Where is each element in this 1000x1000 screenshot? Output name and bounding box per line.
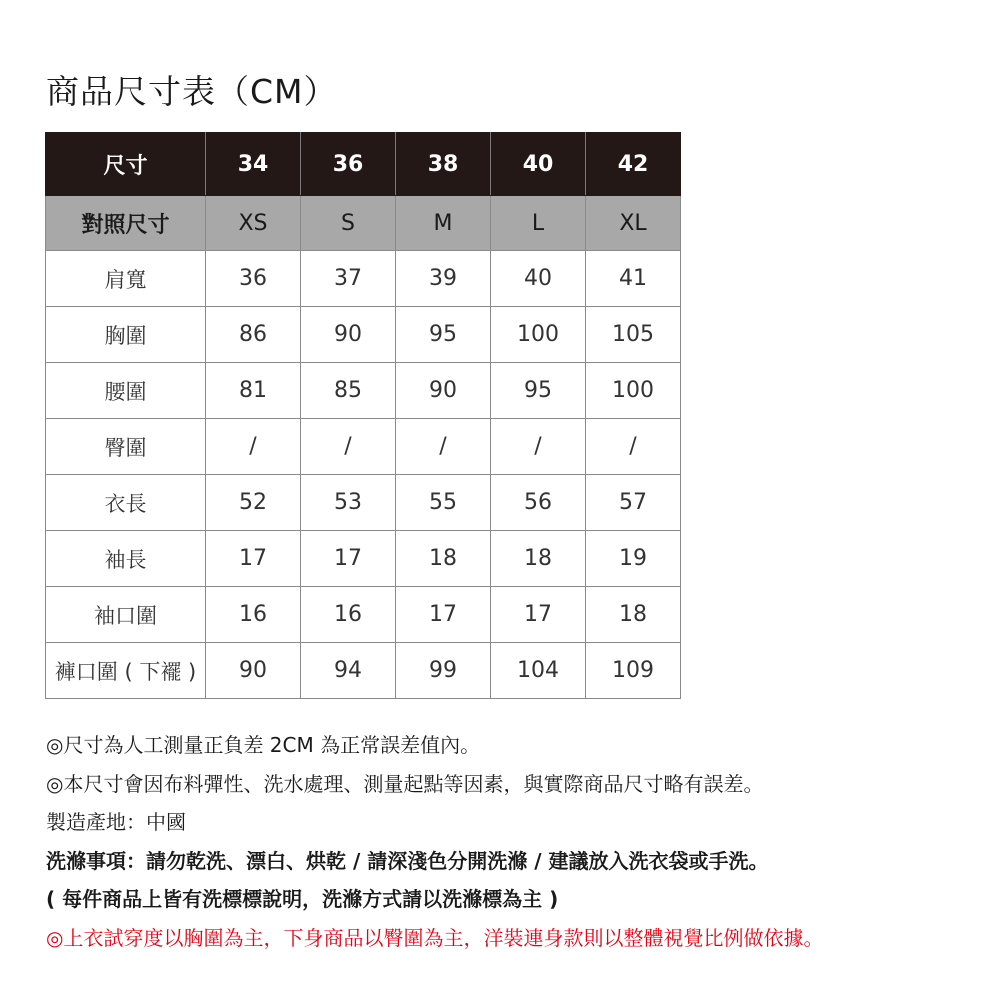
table-cell: 19 [586, 531, 681, 587]
subheader-size: XS [206, 196, 301, 251]
subheader-label: 對照尺寸 [46, 196, 206, 251]
table-cell: 17 [491, 587, 586, 643]
table-cell: / [586, 419, 681, 475]
note-care-instructions: 洗滌事項：請勿乾洗、漂白、烘乾 / 請深淺色分開洗滌 / 建議放入洗衣袋或手洗。 [46, 848, 769, 873]
row-label: 袖長 [46, 531, 206, 587]
table-cell: 18 [491, 531, 586, 587]
table-cell: / [206, 419, 301, 475]
table-row [46, 419, 681, 475]
subheader-size: L [491, 196, 586, 251]
table-cell: 56 [491, 475, 586, 531]
subheader-size: XL [586, 196, 681, 251]
header-label: 尺寸 [46, 133, 206, 196]
table-cell: 52 [206, 475, 301, 531]
table-cell: 104 [491, 643, 586, 699]
table-cell: 18 [396, 531, 491, 587]
table-row [46, 587, 681, 643]
row-label: 腰圍 [46, 363, 206, 419]
table-cell: 86 [206, 307, 301, 363]
table-cell: 37 [301, 251, 396, 307]
row-label: 臀圍 [46, 419, 206, 475]
table-cell: 17 [206, 531, 301, 587]
header-size: 42 [586, 133, 681, 196]
table-cell: 105 [586, 307, 681, 363]
table-row [46, 363, 681, 419]
table-cell: / [301, 419, 396, 475]
row-label: 胸圍 [46, 307, 206, 363]
table-cell: 53 [301, 475, 396, 531]
table-cell: 16 [301, 587, 396, 643]
note-fitting-guide: ◎上衣試穿度以胸圍為主，下身商品以臀圍為主，洋裝連身款則以整體視覺比例做依據。 [46, 925, 824, 950]
row-label: 衣長 [46, 475, 206, 531]
table-cell: 39 [396, 251, 491, 307]
table-row [46, 643, 681, 699]
table-cell: 17 [301, 531, 396, 587]
table-cell: 18 [586, 587, 681, 643]
table-cell: 41 [586, 251, 681, 307]
header-size: 34 [206, 133, 301, 196]
table-cell: 100 [586, 363, 681, 419]
header-size: 40 [491, 133, 586, 196]
table-header-row [46, 133, 681, 196]
note-measurement-tolerance: ◎尺寸為人工測量正負差 2CM 為正常誤差值內。 [46, 733, 481, 757]
table-cell: 94 [301, 643, 396, 699]
note-origin: 製造產地：中國 [46, 810, 186, 834]
table-cell: 81 [206, 363, 301, 419]
table-row [46, 531, 681, 587]
table-subheader-row [46, 196, 681, 251]
table-cell: 16 [206, 587, 301, 643]
table-cell: 55 [396, 475, 491, 531]
table-row [46, 475, 681, 531]
table-cell: 57 [586, 475, 681, 531]
header-size: 38 [396, 133, 491, 196]
table-row [46, 307, 681, 363]
size-chart-table [45, 132, 681, 699]
note-care-label: ( 每件商品上皆有洗標標說明，洗滌方式請以洗滌標為主 ) [46, 887, 559, 911]
table-cell: 95 [396, 307, 491, 363]
table-cell: / [396, 419, 491, 475]
table-cell: 95 [491, 363, 586, 419]
table-cell: 99 [396, 643, 491, 699]
row-label: 肩寬 [46, 251, 206, 307]
notes-section [46, 726, 823, 957]
table-cell: 90 [206, 643, 301, 699]
table-cell: 17 [396, 587, 491, 643]
table-cell: 90 [301, 307, 396, 363]
table-cell: 85 [301, 363, 396, 419]
table-cell: 109 [586, 643, 681, 699]
header-size: 36 [301, 133, 396, 196]
table-cell: 90 [396, 363, 491, 419]
row-label: 袖口圍 [46, 587, 206, 643]
table-cell: 36 [206, 251, 301, 307]
page-title: 商品尺寸表（CM） [46, 72, 338, 111]
note-size-variance: ◎本尺寸會因布料彈性、洗水處理、測量起點等因素，與實際商品尺寸略有誤差。 [46, 771, 764, 796]
table-row [46, 251, 681, 307]
table-cell: / [491, 419, 586, 475]
table-cell: 40 [491, 251, 586, 307]
subheader-size: S [301, 196, 396, 251]
row-label: 褲口圍 ( 下襬 ) [46, 643, 206, 699]
table-cell: 100 [491, 307, 586, 363]
subheader-size: M [396, 196, 491, 251]
